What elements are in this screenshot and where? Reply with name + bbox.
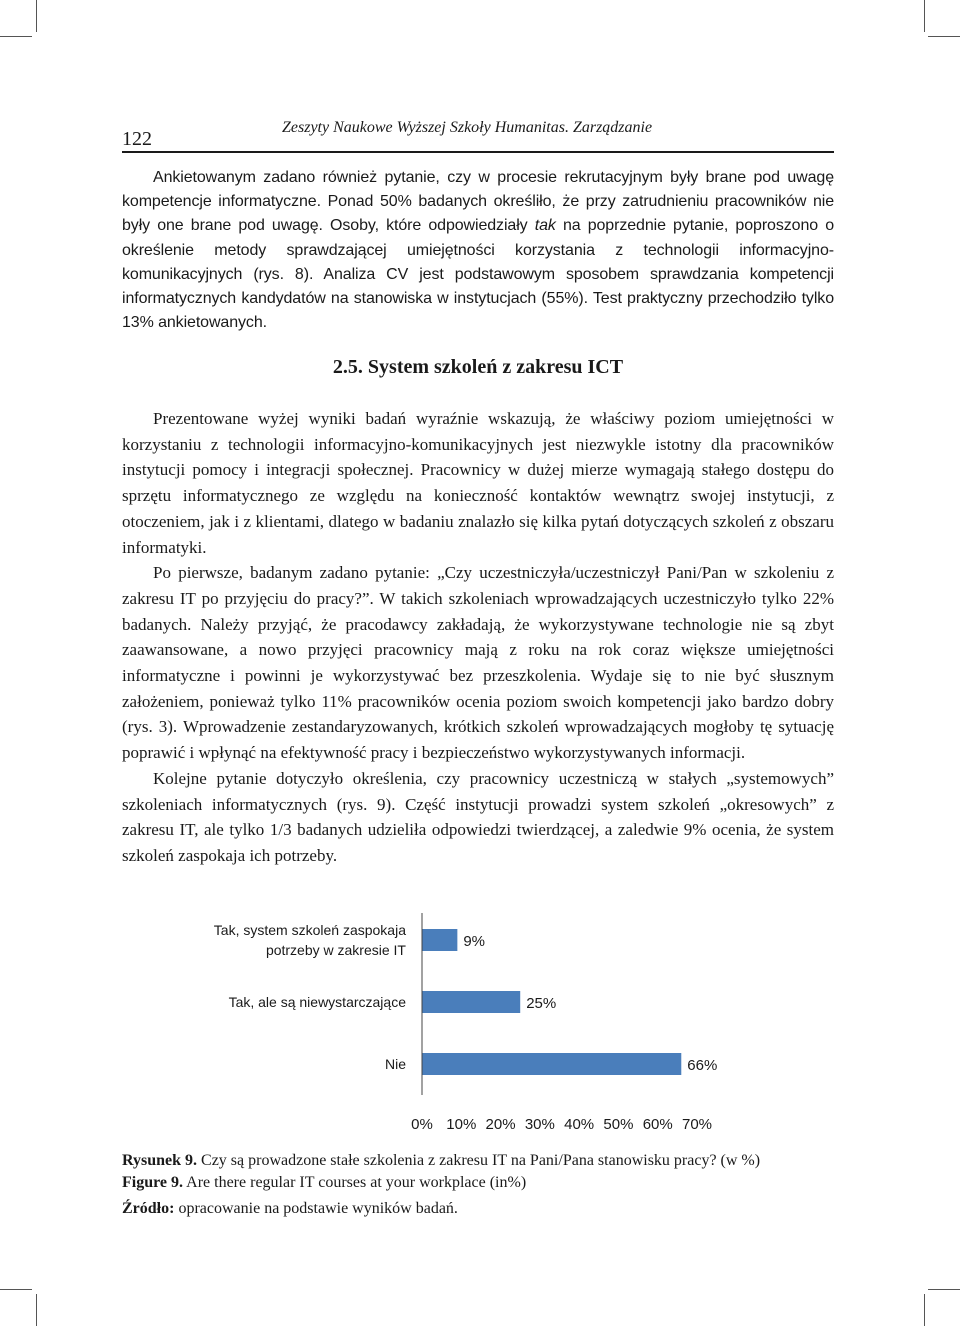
x-tick-label: 70%: [681, 1116, 713, 1133]
intro-paragraph: [122, 166, 834, 335]
caption-en-label: Figure 9.: [122, 1174, 184, 1191]
bar: [422, 991, 520, 1013]
intro-italic-word: tak: [534, 217, 556, 235]
body-paragraph: Kolejne pytanie dotyczyło określenia, czy pracownicy uczestniczą w stałych „systemowych” szkoleniach informatycznych (rys. 9). Część instytucji prowadzi system szkoleń „okresowych” z zakresu IT, ale tylko 1/3 badanych udzieliła odpowiedzi twierdzącej, a zaledwie 9% ocenia, że system szkoleń zaspokaja ich potrzeby.: [122, 768, 834, 865]
journal-title: Zeszyty Naukowe Wyższej Szkoły Humanitas. Zarządzanie: [282, 119, 653, 136]
figure-caption: [122, 1150, 834, 1220]
body-paragraph: Prezentowane wyżej wyniki badań wyraźnie wskazują, że właściwy poziom umiejętności w korzystaniu z technologii informacyjno-komunikacyjnych jest niezwykle istotny dla pracowników instytucji pomocy i integracji społecznej. Pracownicy w dużej mierze wymagają stałego dostępu do sprzętu informatycznego ze względu na konieczność kontaktów wewnątrz swojej instytucji, z otoczeniem, jak i z klientami, dlatego w badaniu znalazło się kilka pytań dotyczących szkoleń z obszaru informatyki.: [122, 409, 834, 557]
data-label: 66%: [687, 1057, 718, 1074]
intro-text-part2: na poprzednie pytanie, poproszono o określenie metody sprawdzającej umiejętności korzystania z technologii informacyjno-komunikacyjnych (rys. 8). Analiza CV jest podstawowym sposobem sprawdzania kompetencji informatycznych kandydatów na stanowiska w instytucjach (55%). Test praktyczny przechodziło tylko 13% ankietowanych.: [122, 217, 835, 332]
crop-mark: [924, 0, 925, 32]
caption-en: [122, 1172, 834, 1194]
caption-pl-text: Czy są prowadzone stałe szkolenia z zakresu IT na Pani/Pana stanowisku pracy? (w %): [197, 1152, 761, 1169]
crop-mark: [36, 1294, 37, 1326]
header-rule: [122, 151, 834, 153]
body-paragraph: Po pierwsze, badanym zadano pytanie: „Czy uczestniczyła/uczestniczył Pani/Pan w szkoleniu z zakresu IT po przyjęciu do pracy?”. W takich szkoleniach wprowadzających uczestniczyło tylko 22% badanych. Należy przyjąć, że pracodawcy zakładają, że wykorzystywane technologie nie są zbyt zaawansowane, a nowo przyjęci pracownicy mają z roku na rok coraz większe umiejętności informatyczne i powinni je wykorzystywać bez przeszkolenia. Wydaje się to nie być słusznym założeniem, ponieważ tylko 11% pracowników ocenia poziom swoich kompetencji jako bardzo dobry (rys. 3). Wprowadzenie zestandaryzowanych, krótkich szkoleń wprowadzających mogłoby tę sytuację poprawić i wpłynąć na efektywność pracy i bezpieczeństwo wykorzystywanych informacji.: [122, 563, 834, 763]
x-tick-label: 60%: [642, 1116, 673, 1133]
caption-en-text: Are there regular IT courses at your workplace (in%): [183, 1174, 527, 1191]
category-label: Tak, ale są niewystarczające: [228, 994, 406, 1010]
x-tick-label: 30%: [524, 1116, 555, 1133]
x-tick-label: 40%: [564, 1116, 595, 1133]
crop-mark: [0, 36, 32, 37]
bar: [422, 929, 457, 951]
x-tick-label: 20%: [485, 1116, 516, 1133]
crop-mark: [36, 0, 37, 32]
caption-source: [122, 1198, 834, 1220]
x-tick-label: 0%: [411, 1116, 433, 1133]
x-tick-label: 10%: [446, 1116, 477, 1133]
crop-mark: [924, 1294, 925, 1326]
x-tick-label: 50%: [603, 1116, 634, 1133]
caption-source-label: Źródło:: [122, 1200, 175, 1217]
bar: [422, 1053, 681, 1075]
crop-mark: [928, 1289, 960, 1290]
crop-mark: [0, 1289, 32, 1290]
running-header: [122, 108, 834, 152]
section-heading: 2.5. System szkoleń z zakresu ICT: [332, 356, 624, 378]
caption-pl-label: Rysunek 9.: [122, 1152, 198, 1169]
section-body: [122, 406, 834, 869]
category-label: Nie: [384, 1056, 406, 1072]
data-label: 9%: [463, 933, 486, 950]
page-number: 122: [122, 128, 152, 150]
figure-9-chart: [190, 905, 730, 1140]
data-label: 25%: [526, 995, 557, 1012]
bar-chart: [190, 905, 730, 1140]
intro-text-part1: Ankietowanym zadano również pytanie, czy w procesie rekrutacyjnym były brane pod uwagę kompetencje informatyczne. Ponad 50% badanych określiło, że przy zatrudnieniu pracowników nie były one brane pod uwagę. Osoby, które odpowiedziały: [122, 169, 834, 235]
category-label: potrzeby w zakresie IT: [265, 942, 406, 958]
caption-pl: [122, 1150, 834, 1172]
caption-source-text: opracowanie na podstawie wyników badań.: [174, 1200, 458, 1217]
category-label: Tak, system szkoleń zaspokaja: [213, 922, 406, 938]
crop-mark: [928, 36, 960, 37]
